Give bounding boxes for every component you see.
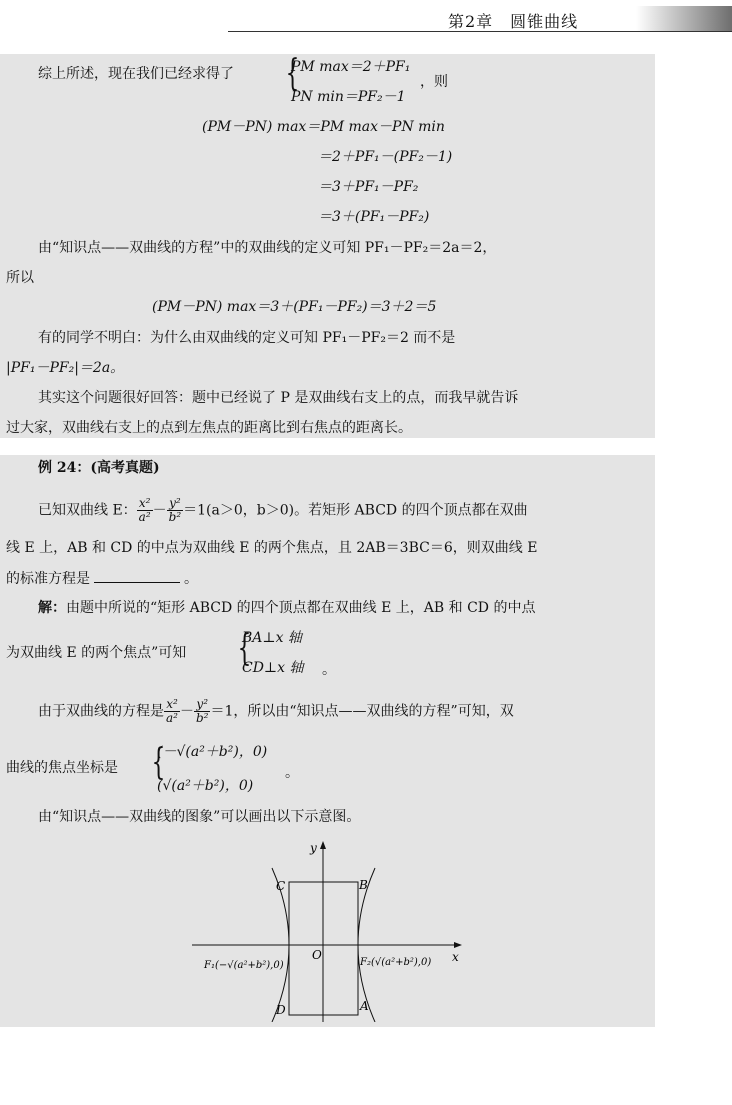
equation-line-3: ＝3＋PF₁－PF₂ xyxy=(318,179,419,195)
perp-brace: { xyxy=(237,628,252,669)
problem-line-3-end: 。 xyxy=(184,571,198,587)
fraction-x xyxy=(137,497,153,524)
paragraph-3-line-2: 过大家，双曲线右支上的点到左焦点的距离比到右焦点的距离长。 xyxy=(6,420,412,436)
label-b: B xyxy=(359,878,368,892)
header-rule xyxy=(228,31,732,32)
paragraph-2-line-1: 有的同学不明白：为什么由双曲线的定义可知 PF₁－PF₂＝2 而不是 xyxy=(38,330,456,346)
equation-line-1: (PM－PN) max＝PM max－PN min xyxy=(202,119,445,135)
focus-2: (√(a²＋b²)，0) xyxy=(157,778,254,794)
fraction-x-denominator: a² xyxy=(138,510,151,524)
problem-line-3 xyxy=(6,568,198,589)
x-axis-label: x xyxy=(452,950,459,964)
fraction-y-2 xyxy=(194,698,211,725)
equation-text-line: 由于双曲线的方程是 $\frac{\text{x²}}{\text{a²}}$ － $\frac{\text{y²}}{\text{b²}}$ ＝1，所以由“知识点——双曲线的方程”可知，双 xyxy=(38,697,514,725)
perpendicular-1: BA⊥x 轴 xyxy=(242,630,302,646)
fraction-x-2-numerator: x² xyxy=(164,698,180,712)
fraction-y-2-numerator: y² xyxy=(194,698,211,712)
problem-prefix: 已知双曲线 E： xyxy=(38,502,137,519)
solution-line-1-text: 由题中所说的“矩形 ABCD 的四个顶点都在双曲线 E 上，AB 和 CD 的中点 xyxy=(66,600,536,616)
fraction-x-numerator: x² xyxy=(137,497,153,511)
equation-line-2: ＝2＋PF₁－(PF₂－1) xyxy=(318,149,453,165)
y-axis-arrow xyxy=(320,841,326,849)
paragraph-1-line-1: 由“知识点——双曲线的方程”中的双曲线的定义可知 PF₁－PF₂＝2a＝2， xyxy=(38,240,497,256)
x-axis-arrow xyxy=(454,942,462,948)
focus-left-label: F₁(−√(a²+b²),0) xyxy=(204,960,284,971)
paragraph-2-line-2: |PF₁－PF₂|＝2a。 xyxy=(6,360,125,376)
solution-label: 解： xyxy=(38,600,66,616)
system-suffix: ，则 xyxy=(420,74,448,90)
fraction-x-2-denominator: a² xyxy=(166,711,178,725)
answer-blank xyxy=(94,568,180,583)
solution-line-1 xyxy=(38,598,535,618)
fraction-y xyxy=(167,497,184,524)
y-axis-label: y xyxy=(310,841,317,855)
focus-1: (－√(a²＋b²)，0) xyxy=(157,744,268,760)
foci-brace: { xyxy=(151,742,166,783)
paragraph-1-line-2: 所以 xyxy=(6,270,34,286)
equation-text-prefix: 由于双曲线的方程是 xyxy=(38,703,164,720)
fraction-y-numerator: y² xyxy=(167,497,184,511)
foci-suffix: 。 xyxy=(285,765,299,781)
equation-text-suffix: ＝1，所以由“知识点——双曲线的方程”可知，双 xyxy=(210,703,514,720)
fraction-x-2 xyxy=(164,698,180,725)
hyperbola-diagram xyxy=(192,838,468,1022)
page-header xyxy=(0,0,732,36)
fraction-y-2-denominator: b² xyxy=(195,711,209,725)
label-c: C xyxy=(276,879,286,893)
perp-suffix: 。 xyxy=(322,662,336,678)
problem-line-1: 已知双曲线 E： $\frac{\text{x²}}{\text{a²}}$ － $\frac{\text{y²}}{\text{b²}}$ ＝1(a＞0，b＞0)。若矩形 ABCD 的四个顶点都在双曲 xyxy=(38,496,528,524)
system-line-2: PN min＝PF₂－1 xyxy=(291,89,406,105)
perpendicular-2: CD⊥x 轴 xyxy=(242,660,304,676)
solution-line-2: 为双曲线 E 的两个焦点”可知 xyxy=(6,645,187,661)
problem-suffix: ＝1(a＞0，b＞0)。若矩形 ABCD 的四个顶点都在双曲 xyxy=(183,502,528,519)
equation-line-4: ＝3＋(PF₁－PF₂) xyxy=(318,209,430,225)
header-gradient-bar xyxy=(636,6,732,32)
label-a: A xyxy=(360,999,369,1013)
label-d: D xyxy=(276,1003,286,1017)
problem-line-3-text: 的标准方程是 xyxy=(6,571,90,587)
problem-line-2: 线 E 上，AB 和 CD 的中点为双曲线 E 的两个焦点，且 2AB＝3BC＝6，则双曲线 E xyxy=(6,540,538,556)
result-equation: (PM－PN) max＝3＋(PF₁－PF₂)＝3＋2＝5 xyxy=(152,299,437,315)
system-line-1: PM max＝2＋PF₁ xyxy=(291,59,411,75)
fraction-y-denominator: b² xyxy=(168,510,182,524)
paragraph-3-line-1: 其实这个问题很好回答：题中已经说了 P 是双曲线右支上的点，而我早就告诉 xyxy=(38,390,519,406)
chapter-title: 第2章 圆锥曲线 xyxy=(448,12,579,31)
focus-right-label: F₂(√(a²+b²),0) xyxy=(360,957,432,968)
example-title: 例 24：(高考真题) xyxy=(38,460,160,476)
foci-line: 曲线的焦点坐标是 xyxy=(6,760,118,776)
origin-label: O xyxy=(312,948,322,962)
system-brace: { xyxy=(285,53,300,94)
intro-text: 综上所述，现在我们已经求得了 xyxy=(38,66,234,82)
graph-text: 由“知识点——双曲线的图象”可以画出以下示意图。 xyxy=(38,809,361,825)
